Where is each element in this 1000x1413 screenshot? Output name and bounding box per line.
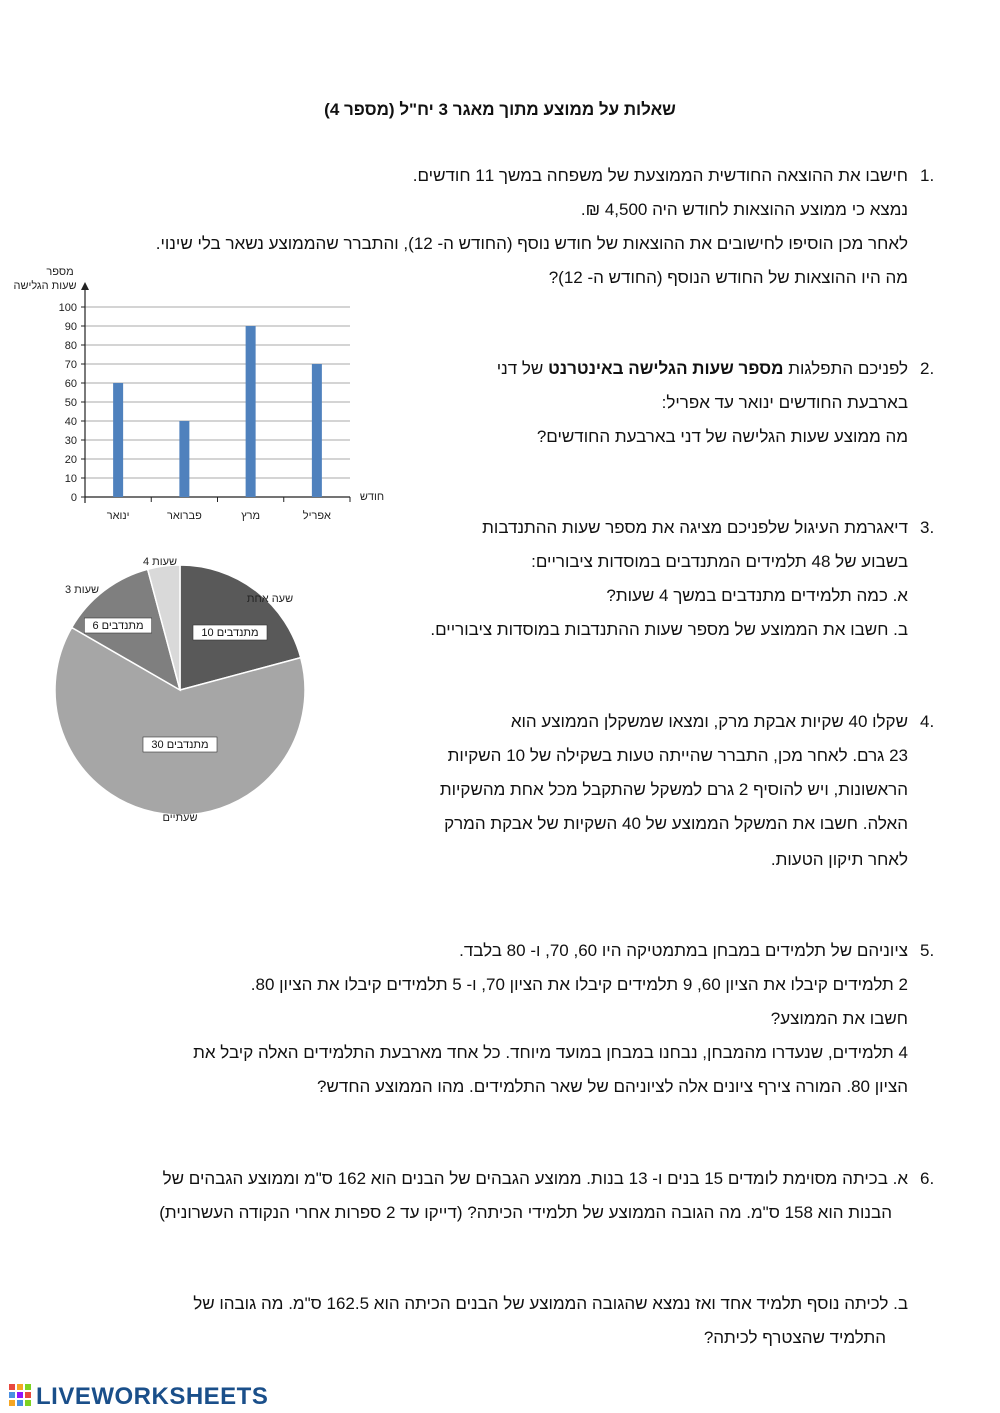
question-2 <box>348 359 908 459</box>
text-span: לפניכם התפלגות <box>783 359 908 378</box>
x-tick-label: מרץ <box>241 510 261 522</box>
question-text-line: 23 גרם. לאחר מכן, התברר שהייתה טעות בשקילה של 10 השקיות <box>447 746 908 765</box>
question-number: 6. <box>920 1169 935 1188</box>
bar <box>113 383 123 497</box>
question-text-line: מה היו ההוצאות של החודש הנוסף (החודש ה- 12)? <box>548 268 908 287</box>
y-tick-label: 80 <box>64 340 77 352</box>
question-text-line: התלמיד שהצטרף לכיתה? <box>703 1328 886 1347</box>
question-text-line: ציוניהם של תלמידים במבחן במתמטיקה היו 60, 70, ו- 80 בלבד. <box>459 941 908 960</box>
y-tick-label: 0 <box>70 492 77 504</box>
question-4 <box>348 712 908 882</box>
bar <box>179 421 189 497</box>
liveworksheets-logo-icon <box>8 1381 36 1411</box>
question-text-line: נמצא כי ממוצע ההוצאות לחודש היה 4,500 ₪. <box>580 200 908 219</box>
question-text-line: האלה. חשבו את המשקל הממוצע של 40 השקיות של אבקת המרק <box>444 814 908 833</box>
question-text-line: חישבו את ההוצאה החודשית הממוצעת של משפחה במשך 11 חודשים. <box>412 166 908 185</box>
question-number: 5. <box>920 941 935 960</box>
question-text-line: שקלו 40 שקיות אבקת מרק, ומצאו שמשקלן הממוצע הוא <box>510 712 908 731</box>
pie-category-label: שעתיים <box>162 812 198 824</box>
question-number: 2. <box>920 359 935 378</box>
question-text-line: ב. לכיתה נוסף תלמיד אחד ואז נמצא שהגובה הממוצע של הבנים הכיתה הוא 162.5 ס"מ. מה גובהו של <box>193 1294 908 1313</box>
y-axis-label: שעות הגלישה <box>13 280 77 292</box>
question-text-line: חשבו את הממוצע? <box>770 1009 908 1028</box>
x-axis-label: חודש <box>359 491 385 503</box>
bar <box>312 364 322 497</box>
question-text-line: הבנות הוא 158 ס"מ. מה הגובה הממוצע של תלמידי הכיתה? (דייקו עד 2 ספרות אחרי הנקודה העשרונית) <box>159 1203 892 1222</box>
y-axis-label: מספר <box>46 266 74 278</box>
question-number: 4. <box>920 712 935 731</box>
bar <box>246 326 256 497</box>
question-text-line: בארבעת החודשים ינואר עד אפריל: <box>661 393 908 412</box>
question-text-line: א. כמה תלמידים מתנדבים במשך 4 שעות? <box>606 586 908 605</box>
brand-logo: LIVEWORKSHEETS <box>36 1383 269 1410</box>
question-text-line: לאחר תיקון הטעות. <box>770 850 908 869</box>
question-6b <box>58 1294 908 1364</box>
question-number: 3. <box>920 518 935 537</box>
y-axis-arrow <box>81 282 89 290</box>
question-text-line <box>497 359 908 379</box>
bold-phrase: מספר שעות הגלישה באינטרנט <box>548 359 784 378</box>
y-tick-label: 50 <box>64 397 77 409</box>
y-tick-label: 30 <box>64 435 77 447</box>
question-3 <box>348 518 908 658</box>
question-6a <box>58 1169 908 1239</box>
y-tick-label: 70 <box>64 359 77 371</box>
pie-data-label: 30 מתנדבים <box>151 739 209 751</box>
pie-chart <box>20 555 360 835</box>
question-text-line: א. בכיתה מסוימת לומדים 15 בנים ו- 13 בנות. ממוצע הגבהים של הבנים הוא 162 ס"מ וממוצע הגבהים של <box>162 1169 908 1188</box>
y-tick-label: 100 <box>58 302 77 314</box>
question-text-line: בשבוע של 48 תלמידים המתנדבים במוסדות ציבוריים: <box>531 552 908 571</box>
x-tick-label: פברואר <box>166 510 202 522</box>
y-tick-label: 40 <box>64 416 77 428</box>
question-text-line: 2 תלמידים קיבלו את הציון 60, 9 תלמידים קיבלו את הציון 70, ו- 5 תלמידים קיבלו את הציון 80. <box>250 975 908 994</box>
y-tick-label: 20 <box>64 454 77 466</box>
question-text-line: דיאגרמת העיגול שלפניכם מציגה את מספר שעות ההתנדבות <box>482 518 908 537</box>
pie-category-label: 4 שעות <box>142 556 178 568</box>
y-tick-label: 10 <box>64 473 77 485</box>
question-text-line: הראשונות, ויש להוסיף 2 גרם למשקל שהתקבל מכל אחת מהשקיות <box>439 780 908 799</box>
question-text-line: לאחר מכן הוסיפו לחישובים את ההוצאות של חודש נוסף (החודש ה- 12), והתברר שהממוצע נשאר בלי שינוי. <box>155 234 908 253</box>
pie-category-label: שעה אחת <box>246 593 294 605</box>
question-text-line: הציון 80. המורה צירף ציונים אלה לציוניהם של שאר התלמידים. מהו הממוצע החדש? <box>317 1077 908 1096</box>
pie-data-label: 6 מתנדבים <box>92 620 144 632</box>
text-span: של דני <box>496 359 549 378</box>
pie-data-label: 10 מתנדבים <box>201 627 259 639</box>
question-5 <box>58 941 908 1111</box>
question-text-line: 4 תלמידים, שנעדרו מהמבחן, נבחנו במבחן במועד מיוחד. כל אחד מארבעת התלמידים האלה קיבל את <box>193 1043 908 1062</box>
bar-chart <box>0 262 400 522</box>
question-text-line: מה ממוצע שעות הגלישה של דני בארבעת החודשים? <box>536 427 908 446</box>
x-tick-label: אפריל <box>302 510 331 522</box>
y-tick-label: 90 <box>64 321 77 333</box>
question-text-line: ב. חשבו את הממוצע של מספר שעות ההתנדבות במוסדות ציבוריים. <box>430 620 908 639</box>
x-tick-label: ינואר <box>106 510 130 522</box>
question-number: 1. <box>920 166 935 185</box>
page-title: שאלות על ממוצע מתוך מאגר 3 יח"ל (מספר 4) <box>324 100 676 119</box>
pie-category-label: 3 שעות <box>64 584 100 596</box>
y-tick-label: 60 <box>64 378 77 390</box>
